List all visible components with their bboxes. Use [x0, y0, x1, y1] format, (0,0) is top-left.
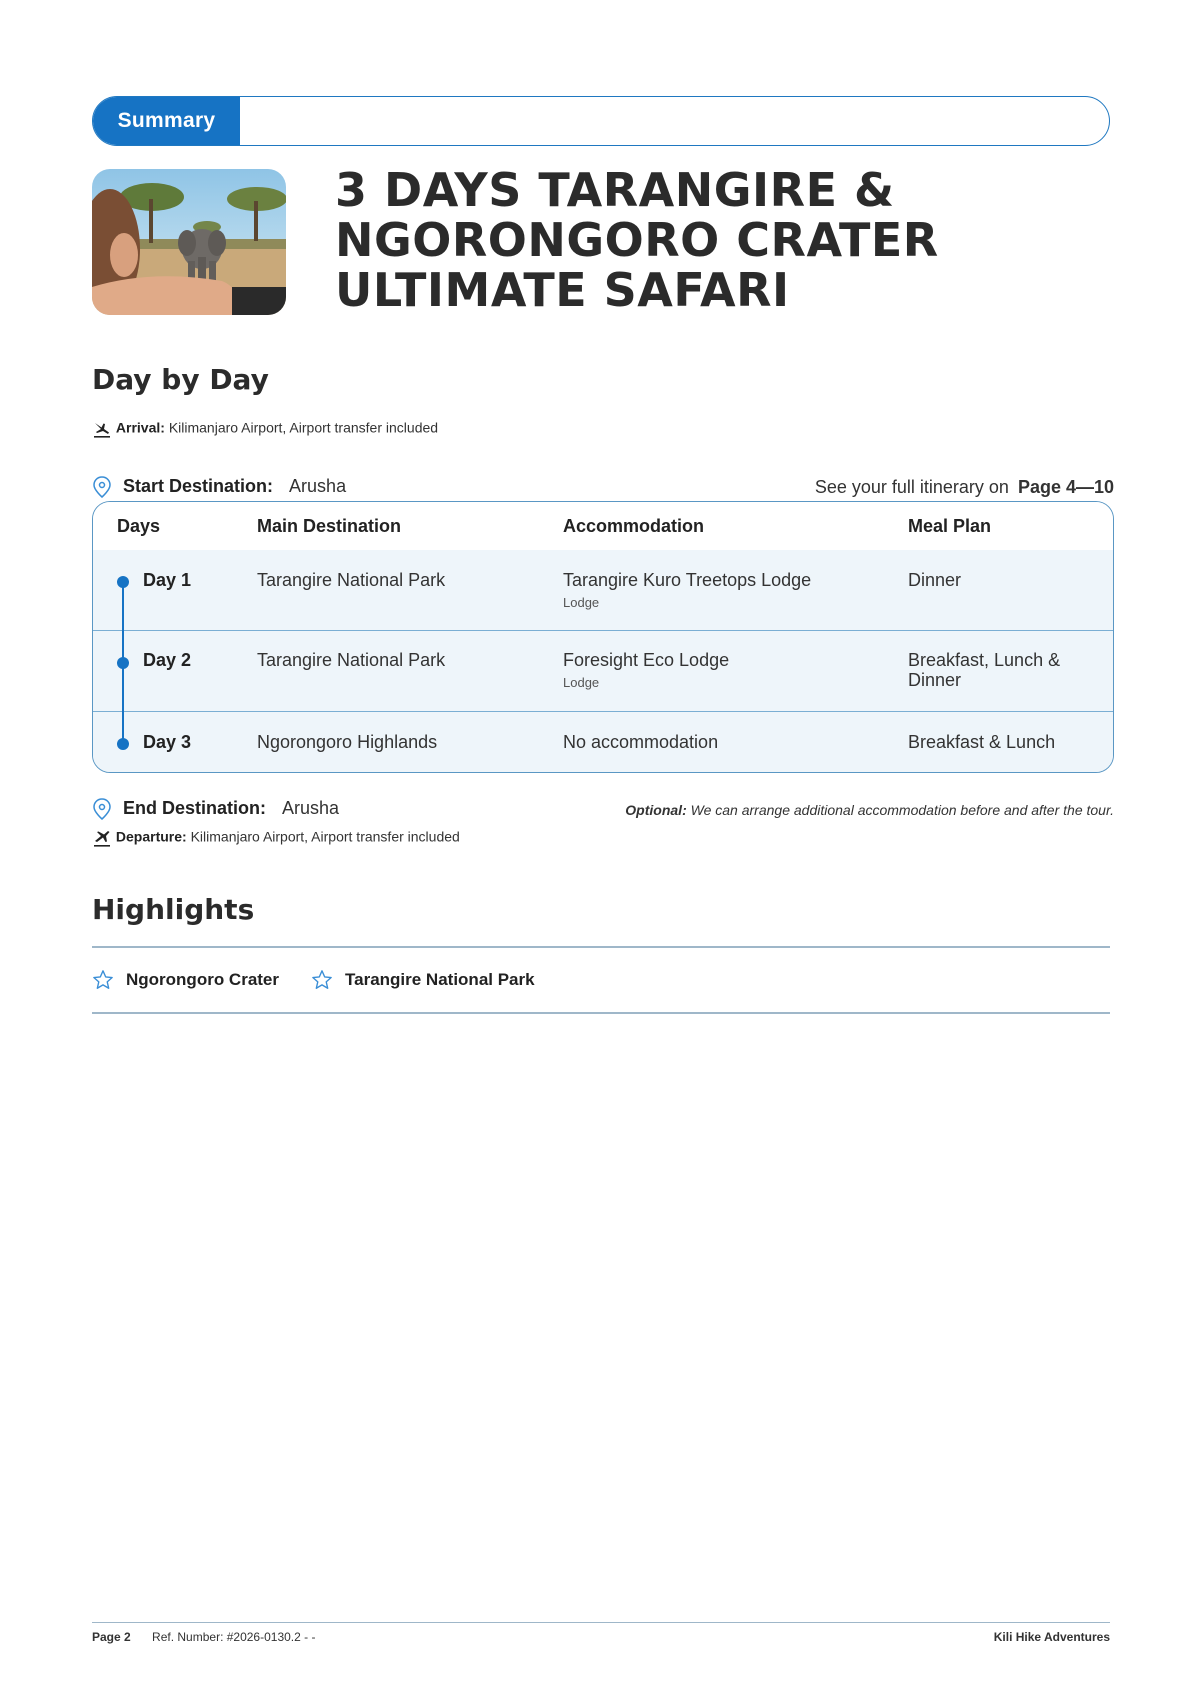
arrival-text: Kilimanjaro Airport, Airport transfer included — [168, 419, 439, 436]
row-accommodation: No accommodation — [563, 732, 719, 752]
start-destination — [92, 475, 346, 499]
highlight-label: Ngorongoro Crater — [126, 970, 279, 989]
row-accommodation — [563, 650, 729, 690]
departure-label: Departure: — [115, 828, 187, 845]
optional-note — [625, 802, 1114, 818]
itinerary-note — [815, 477, 1114, 498]
departure-line — [92, 828, 460, 848]
accommodation-type: Lodge — [563, 675, 600, 690]
start-label: Start Destination: — [123, 475, 274, 496]
timeline-dot — [117, 657, 129, 669]
footer-divider — [92, 1622, 1110, 1623]
table-row — [93, 712, 1113, 773]
col-days: Days — [117, 516, 161, 536]
arrival-line — [92, 419, 438, 439]
footer-left — [92, 1630, 315, 1644]
arrival-label: Arrival: — [115, 419, 165, 436]
tour-title: 3 DAYS TARANGIRE & NGORONGORO CRATER ULTIMATE SAFARI — [335, 163, 939, 317]
accommodation-type: Lodge — [563, 595, 600, 610]
table-row — [93, 550, 1113, 631]
timeline-dot — [117, 576, 129, 588]
itinerary-table — [92, 501, 1114, 773]
table-row — [93, 631, 1113, 712]
map-pin-icon — [92, 475, 112, 499]
itinerary-note-text: See your full itinerary on — [814, 477, 1009, 497]
col-meal-plan: Meal Plan — [908, 516, 992, 536]
timeline-dot — [117, 738, 129, 750]
day-by-day-heading: Day by Day — [92, 363, 269, 396]
end-label: End Destination: — [123, 797, 267, 818]
plane-arrival-icon — [92, 419, 112, 439]
end-destination — [92, 797, 339, 821]
row-day: Day 1 — [143, 570, 192, 590]
row-meal: Breakfast, Lunch & Dinner — [908, 650, 1061, 690]
plane-departure-icon — [92, 828, 112, 848]
ref-number: Ref. Number: #2026-0130.2 - - — [152, 1630, 316, 1644]
page-number: Page 2 — [92, 1630, 131, 1644]
optional-label: Optional: — [625, 802, 687, 818]
start-value: Arusha — [289, 475, 347, 496]
highlights-heading: Highlights — [92, 893, 255, 926]
row-meal: Breakfast & Lunch — [908, 732, 1056, 752]
row-day: Day 3 — [143, 732, 192, 752]
divider — [92, 1012, 1110, 1014]
highlight-label: Tarangire National Park — [345, 970, 535, 989]
end-value: Arusha — [282, 797, 340, 818]
col-accommodation: Accommodation — [563, 516, 705, 536]
divider — [92, 946, 1110, 948]
summary-bar — [92, 96, 1110, 146]
map-pin-icon — [92, 797, 112, 821]
highlight-item — [92, 969, 279, 991]
row-destination: Ngorongoro Highlands — [257, 732, 438, 752]
row-day: Day 2 — [143, 650, 192, 670]
highlight-item — [311, 969, 535, 991]
star-icon — [92, 969, 114, 991]
company-name: Kili Hike Adventures — [993, 1630, 1110, 1644]
row-destination: Tarangire National Park — [257, 570, 446, 590]
row-meal: Dinner — [908, 570, 962, 590]
row-destination: Tarangire National Park — [257, 650, 446, 670]
accommodation-name: Tarangire Kuro Treetops Lodge — [563, 570, 812, 590]
hero-image — [92, 169, 286, 315]
star-icon — [311, 969, 333, 991]
row-accommodation — [563, 570, 811, 610]
highlights-list — [92, 969, 535, 991]
col-main-destination: Main Destination — [257, 516, 402, 536]
summary-tab: Summary — [93, 97, 240, 145]
departure-text: Kilimanjaro Airport, Airport transfer included — [190, 828, 460, 845]
optional-text: We can arrange additional accommodation before and after the tour. — [690, 802, 1114, 818]
table-header — [93, 502, 1113, 551]
accommodation-name: Foresight Eco Lodge — [563, 650, 730, 670]
itinerary-pages: Page 4—10 — [1017, 477, 1114, 497]
